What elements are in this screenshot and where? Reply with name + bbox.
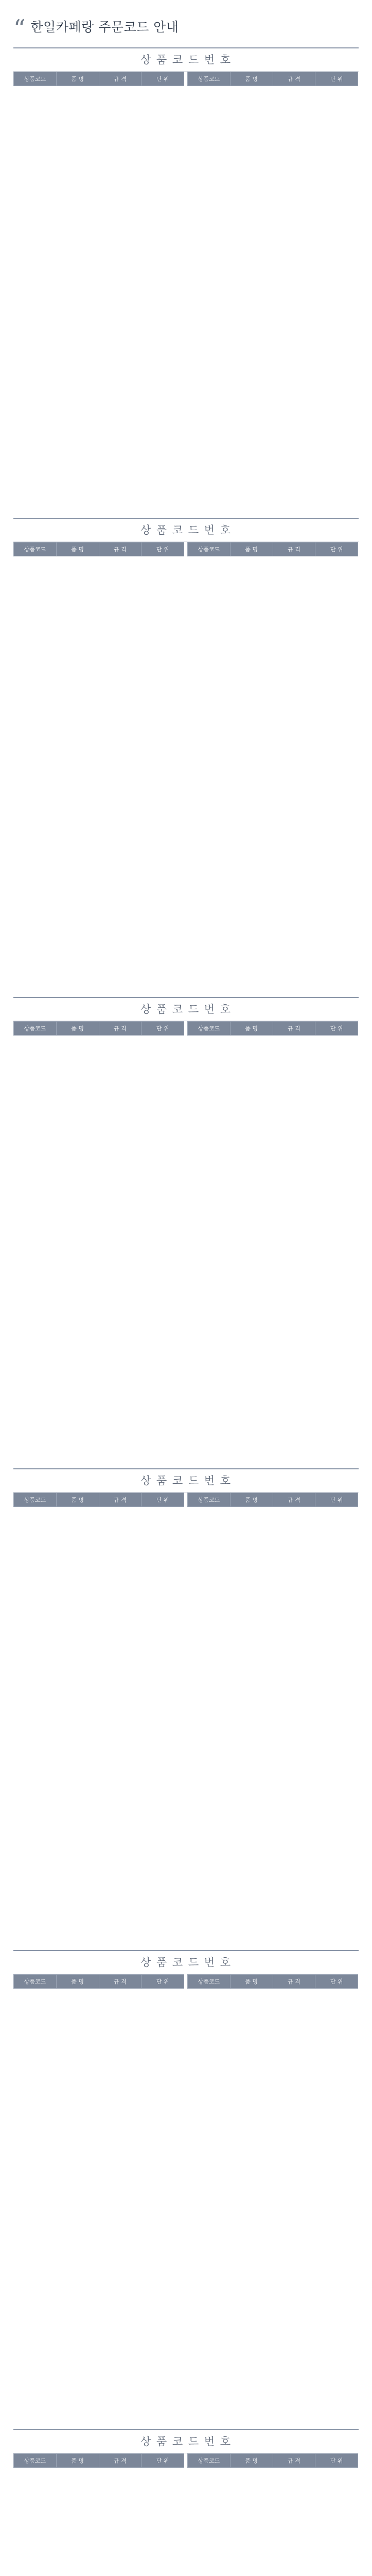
code-section-1 bbox=[13, 47, 359, 86]
header-code: 상품코드 bbox=[188, 1022, 231, 1036]
header-name: 품 명 bbox=[230, 2454, 273, 2468]
header-name: 품 명 bbox=[230, 1975, 273, 1989]
code-table-left bbox=[13, 1021, 184, 1036]
section-tables bbox=[13, 1493, 359, 1507]
header-code: 상품코드 bbox=[14, 1493, 57, 1507]
header-code: 상품코드 bbox=[188, 1975, 231, 1989]
section-heading: 상 품 코 드 번 호 bbox=[13, 2430, 359, 2453]
header-name: 품 명 bbox=[56, 543, 99, 556]
header-name: 품 명 bbox=[56, 1022, 99, 1036]
header-code: 상품코드 bbox=[188, 1493, 231, 1507]
header-code: 상품코드 bbox=[188, 2454, 231, 2468]
header-code: 상품코드 bbox=[14, 72, 57, 86]
header-unit: 단 위 bbox=[315, 72, 358, 86]
header-name: 품 명 bbox=[230, 1493, 273, 1507]
header-name: 품 명 bbox=[56, 2454, 99, 2468]
header-unit: 단 위 bbox=[141, 543, 184, 556]
header-code: 상품코드 bbox=[188, 543, 231, 556]
section-heading: 상 품 코 드 번 호 bbox=[13, 1951, 359, 1974]
code-table-right bbox=[187, 542, 358, 556]
code-table-right bbox=[187, 1021, 358, 1036]
section-heading: 상 품 코 드 번 호 bbox=[13, 519, 359, 542]
header-unit: 단 위 bbox=[141, 1975, 184, 1989]
header-code: 상품코드 bbox=[14, 1022, 57, 1036]
header-unit: 단 위 bbox=[315, 1022, 358, 1036]
code-table-left bbox=[13, 1974, 184, 1989]
code-table-left bbox=[13, 542, 184, 556]
header-spec: 규 격 bbox=[99, 543, 141, 556]
header-spec: 규 격 bbox=[273, 543, 315, 556]
header-unit: 단 위 bbox=[315, 2454, 358, 2468]
section-tables bbox=[13, 72, 359, 86]
code-table-right bbox=[187, 2453, 358, 2468]
header-spec: 규 격 bbox=[273, 2454, 315, 2468]
header-unit: 단 위 bbox=[315, 1975, 358, 1989]
section-heading: 상 품 코 드 번 호 bbox=[13, 998, 359, 1021]
code-table-right bbox=[187, 1974, 358, 1989]
section-tables bbox=[13, 1021, 359, 1036]
header-spec: 규 격 bbox=[273, 1022, 315, 1036]
code-table-right bbox=[187, 72, 358, 86]
header-spec: 규 격 bbox=[273, 72, 315, 86]
header-spec: 규 격 bbox=[99, 1975, 141, 1989]
section-tables bbox=[13, 542, 359, 556]
section-heading: 상 품 코 드 번 호 bbox=[13, 1469, 359, 1493]
header-unit: 단 위 bbox=[141, 2454, 184, 2468]
header-code: 상품코드 bbox=[14, 543, 57, 556]
header-unit: 단 위 bbox=[141, 1022, 184, 1036]
header-unit: 단 위 bbox=[315, 1493, 358, 1507]
quote-icon: “ bbox=[13, 14, 26, 42]
header-code: 상품코드 bbox=[188, 72, 231, 86]
code-section-6 bbox=[13, 2429, 359, 2468]
header-name: 품 명 bbox=[230, 1022, 273, 1036]
header-spec: 규 격 bbox=[273, 1975, 315, 1989]
code-table-left bbox=[13, 2453, 184, 2468]
header-unit: 단 위 bbox=[141, 72, 184, 86]
code-section-3 bbox=[13, 997, 359, 1036]
section-tables bbox=[13, 2453, 359, 2468]
header-name: 품 명 bbox=[56, 72, 99, 86]
header-spec: 규 격 bbox=[273, 1493, 315, 1507]
section-heading: 상 품 코 드 번 호 bbox=[13, 48, 359, 72]
page-title: 한일카페랑 주문코드 안내 bbox=[30, 20, 179, 35]
header-name: 품 명 bbox=[56, 1975, 99, 1989]
code-table-right bbox=[187, 1493, 358, 1507]
code-section-5 bbox=[13, 1950, 359, 1989]
code-table-left bbox=[13, 72, 184, 86]
header-spec: 규 격 bbox=[99, 1493, 141, 1507]
header-code: 상품코드 bbox=[14, 2454, 57, 2468]
header-unit: 단 위 bbox=[141, 1493, 184, 1507]
header-spec: 규 격 bbox=[99, 72, 141, 86]
header-unit: 단 위 bbox=[315, 543, 358, 556]
code-section-2 bbox=[13, 518, 359, 556]
title-banner bbox=[13, 9, 359, 43]
header-name: 품 명 bbox=[56, 1493, 99, 1507]
header-code: 상품코드 bbox=[14, 1975, 57, 1989]
header-name: 품 명 bbox=[230, 72, 273, 86]
header-spec: 규 격 bbox=[99, 1022, 141, 1036]
code-section-4 bbox=[13, 1468, 359, 1507]
header-spec: 규 격 bbox=[99, 2454, 141, 2468]
section-tables bbox=[13, 1974, 359, 1989]
code-table-left bbox=[13, 1493, 184, 1507]
header-name: 품 명 bbox=[230, 543, 273, 556]
